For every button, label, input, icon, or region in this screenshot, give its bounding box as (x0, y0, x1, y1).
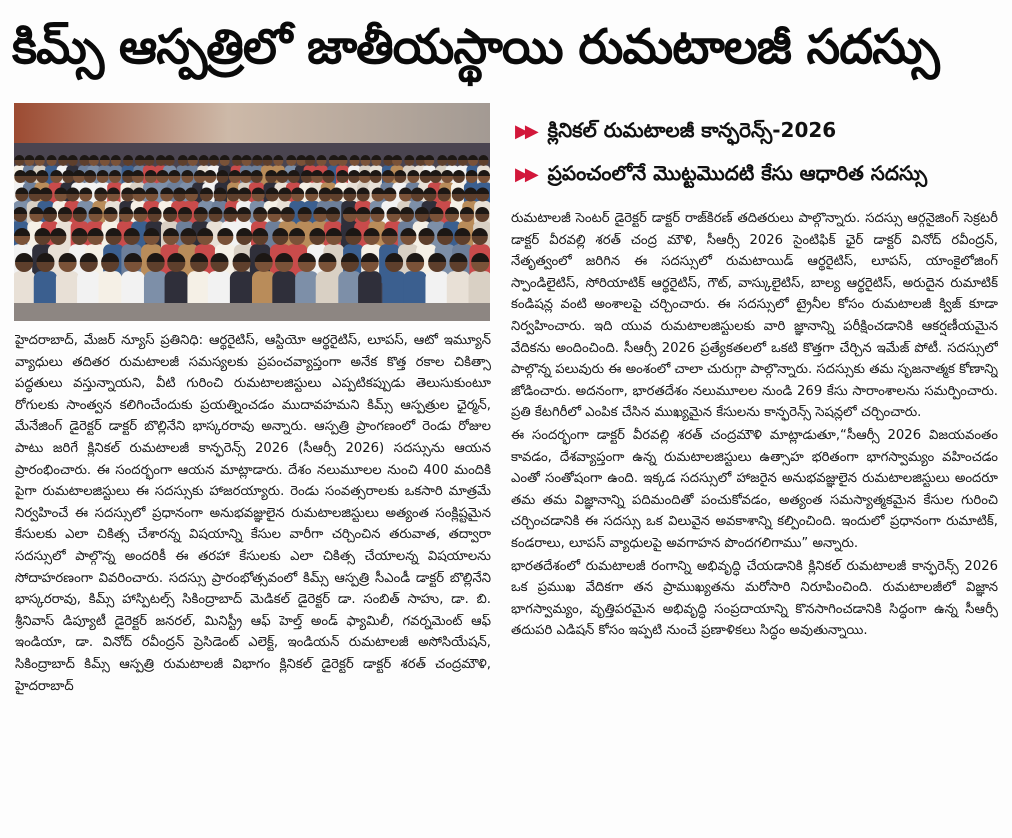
group-photo-illustration (14, 103, 490, 321)
headline: కిమ్స్ ఆస్పత్రిలో జాతీయస్థాయి రుమటాలజీ సదస్సు (12, 19, 939, 75)
right-column (511, 208, 998, 834)
subhead-1 (515, 115, 836, 145)
group-photo (14, 103, 490, 321)
subhead-2-text: ప్రపంచంలోనే మొట్టమొదటి కేసు ఆధారిత సదస్సు (547, 161, 928, 185)
right-paragraph-1: రుమటాలజీ సెంటర్ డైరెక్టర్ డాక్టర్ రాజ్‌కిరణ్ తదితరులు పాల్గొన్నారు. సదస్సు ఆర్గనైజింగ్ సెక్రటరీ డాక్టర్ వీరవల్లి శరత్ చంద్ర మౌళి, సీఆర్సీ 2026 సైంటిఫిక్ ఛైర్ డాక్టర్ వినోద్ రవీంద్రన్, నేతృత్వంలో జరిగిన ఈ సదస్సులో రుమటాయిడ్ ఆర్థరైటిస్, లూపస్, యాంకైలోజింగ్ స్పాండిలైటిస్, సోరియాటిక్ ఆర్థరైటిస్, గౌట్, వాస్కులైటిస్, బాల్య ఆర్థరైటిస్, అరుదైన రుమాటిక్ కండిషన్ల వంటి అంశాలపై చర్చించారు. ఈ సదస్సులో ట్రైనీల కోసం రుమటాలజీ క్విజ్ కూడా నిర్వహించారు. ఇది యువ రుమటాలజిస్టులకు వారి జ్ఞానాన్ని పరీక్షించడానికి ఆకర్షణీయమైన వేదికను అందించింది. సీఆర్సీ 2026 ప్రత్యేకతలలో ఒకటి కొత్తగా చేర్చిన ఇమేజ్ పోటీ. సదస్సులో పాల్గొన్న పలువురు ఈ అంశంలో చాలా చురుగ్గా పాల్గొన్నారు. సదస్సుకు తమ సృజనాత్మక కోణాన్ని జోడించారు. అదనంగా, భారతదేశం నలుమూలల నుండి 269 కేసు సారాంశాలను సమర్పించారు. ప్రతి కేటగిరీలో ఎంపిక చేసిన ముఖ్యమైన కేసులను కాన్ఫరెన్స్ సెషన్లలో చర్చించారు. (511, 211, 998, 421)
subhead-1-text: క్లినికల్ రుమటాలజీ కాన్ఫరెన్స్-2026 (547, 118, 837, 142)
subhead-2 (515, 158, 927, 188)
left-paragraph-1: హైదరాబాద్, మేజర్ న్యూస్ ప్రతినిధి: ఆర్థరైటిస్, ఆస్టియో ఆర్థరైటిస్, లూపస్, ఆటో ఇమ్యూన్ వ్యాధులు తదితర రుమటాలజీ సమస్యలకు ప్రపంచవ్యాప్తంగా అనేక కొత్త రకాల చికిత్సా పద్ధతులు వస్తున్నాయని, వీటి గురించి రుమటాలజిస్టులు ఎప్పటికప్పుడు తెలుసుకుంటూ రోగులకు సాంత్వన కలిగించేందుకు ప్రయత్నించడం ముదావహమని కిమ్స్ ఆస్పత్రుల ఛైర్మన్, మేనేజింగ్ డైరెక్టర్ డాక్టర్ బొల్లినేని భాస్కరరావు అన్నారు. ఆస్పత్రి ప్రాంగణంలో రెండు రోజుల పాటు జరిగే క్లినికల్ రుమటాలజీ కాన్ఫరెన్స్ 2026 (సీఆర్సీ 2026) సదస్సును ఆయన ప్రారంభించారు. ఈ సందర్భంగా ఆయన మాట్లాడారు. దేశం నలుమూలల నుంచి 400 మందికి పైగా రుమటాలజిస్టులు ఈ సదస్సుకు హాజరయ్యారు. రెండు సంవత్సరాలకు ఒకసారి మాత్రమే నిర్వహించే ఈ సదస్సులో ప్రధానంగా అనుభవజ్ఞులైన రుమటాలజిస్టులు అత్యంత సంక్లిష్టమైన కేసులకు ఎలా చికిత్స చేశారన్న విషయాన్ని కేసుల వారీగా చర్చించిన తరువాత, తద్వారా సదస్సులో పాల్గొన్న అందరికీ ఈ తరహా కేసులకు ఎలా చికిత్స చేయాలన్న విషయాలను సోదాహరణంగా వివరించారు. సదస్సు ప్రారంభోత్సవంలో కిమ్స్ ఆస్పత్రి సీఎండీ డాక్టర్ బొల్లినేని భాస్కరరావు, కిమ్స్ హాస్పిటల్స్ సికింద్రాబాద్ మెడికల్ డైరెక్టర్ డా. సంబిత్ సాహు, డా. బి. శ్రీనివాస్ డిప్యూటీ డైరెక్టర్ జనరల్, మినిస్ట్రీ ఆఫ్ హెల్త్ అండ్ ఫ్యామిలీ, గవర్నమెంట్ ఆఫ్ ఇండియా, డా. వినోద్ రవీంద్రన్ ప్రెసిడెంట్ ఎలెక్ట్, ఇండియన్ రుమటాలజీ అసోసియేషన్, సికింద్రాబాద్ కిమ్స్ ఆస్పత్రి రుమటాలజీ విభాగం క్లినికల్ డైరెక్టర్ డాక్టర్ శరత్ చంద్రమౌళి, హైదరాబాద్ (15, 333, 491, 694)
left-column (15, 330, 491, 834)
double-arrow-icon: ▶▶ (515, 164, 535, 185)
double-arrow-icon: ▶▶ (515, 121, 535, 142)
right-paragraph-2: ఈ సందర్భంగా డాక్టర్ వీరవల్లి శరత్ చంద్రమౌళి మాట్లాడుతూ,“సీఆర్సీ 2026 విజయవంతం కావడం, దేశవ్యాప్తంగా ఉన్న రుమటాలజిస్టులు ఉత్సాహ భరితంగా భాగస్వామ్యం వహించడం ఎంతో సంతోషంగా ఉంది. ఇక్కడ సదస్సులో హాజరైన అనుభవజ్ఞులైన రుమటాలజిస్టులు అందరూ తమ తమ విజ్ఞానాన్ని పదిమందితో పంచుకోవడం, అత్యంత సమస్యాత్మకమైన కేసుల గురించి చర్చించడానికి ఈ సదస్సు ఒక విలువైన అవకాశాన్ని కల్పించింది. ఇందులో ప్రధానంగా రుమాటిక్, కండరాలు, లూపస్ వ్యాధులపై అవగాహన పొందగలిగాము” అన్నారు. (511, 427, 998, 551)
right-paragraph-3: భారతదేశంలో రుమటాలజీ రంగాన్ని అభివృద్ధి చేయడానికి క్లినికల్ రుమటాలజీ కాన్ఫరెన్స్ 2026 ఒక ప్రముఖ వేదికగా తన ప్రాముఖ్యతను మరోసారి నిరూపించింది. రుమటాలజీలో విజ్ఞాన భాగస్వామ్యం, వృత్తిపరమైన అభివృద్ధి సంప్రదాయాన్ని కొనసాగించడానికి సిద్ధంగా ఉన్న సీఆర్సీ తదుపరి ఎడిషన్ కోసం ఇప్పటి నుంచే ప్రణాళికలు సిద్ధం అవుతున్నాయి. (511, 558, 998, 639)
